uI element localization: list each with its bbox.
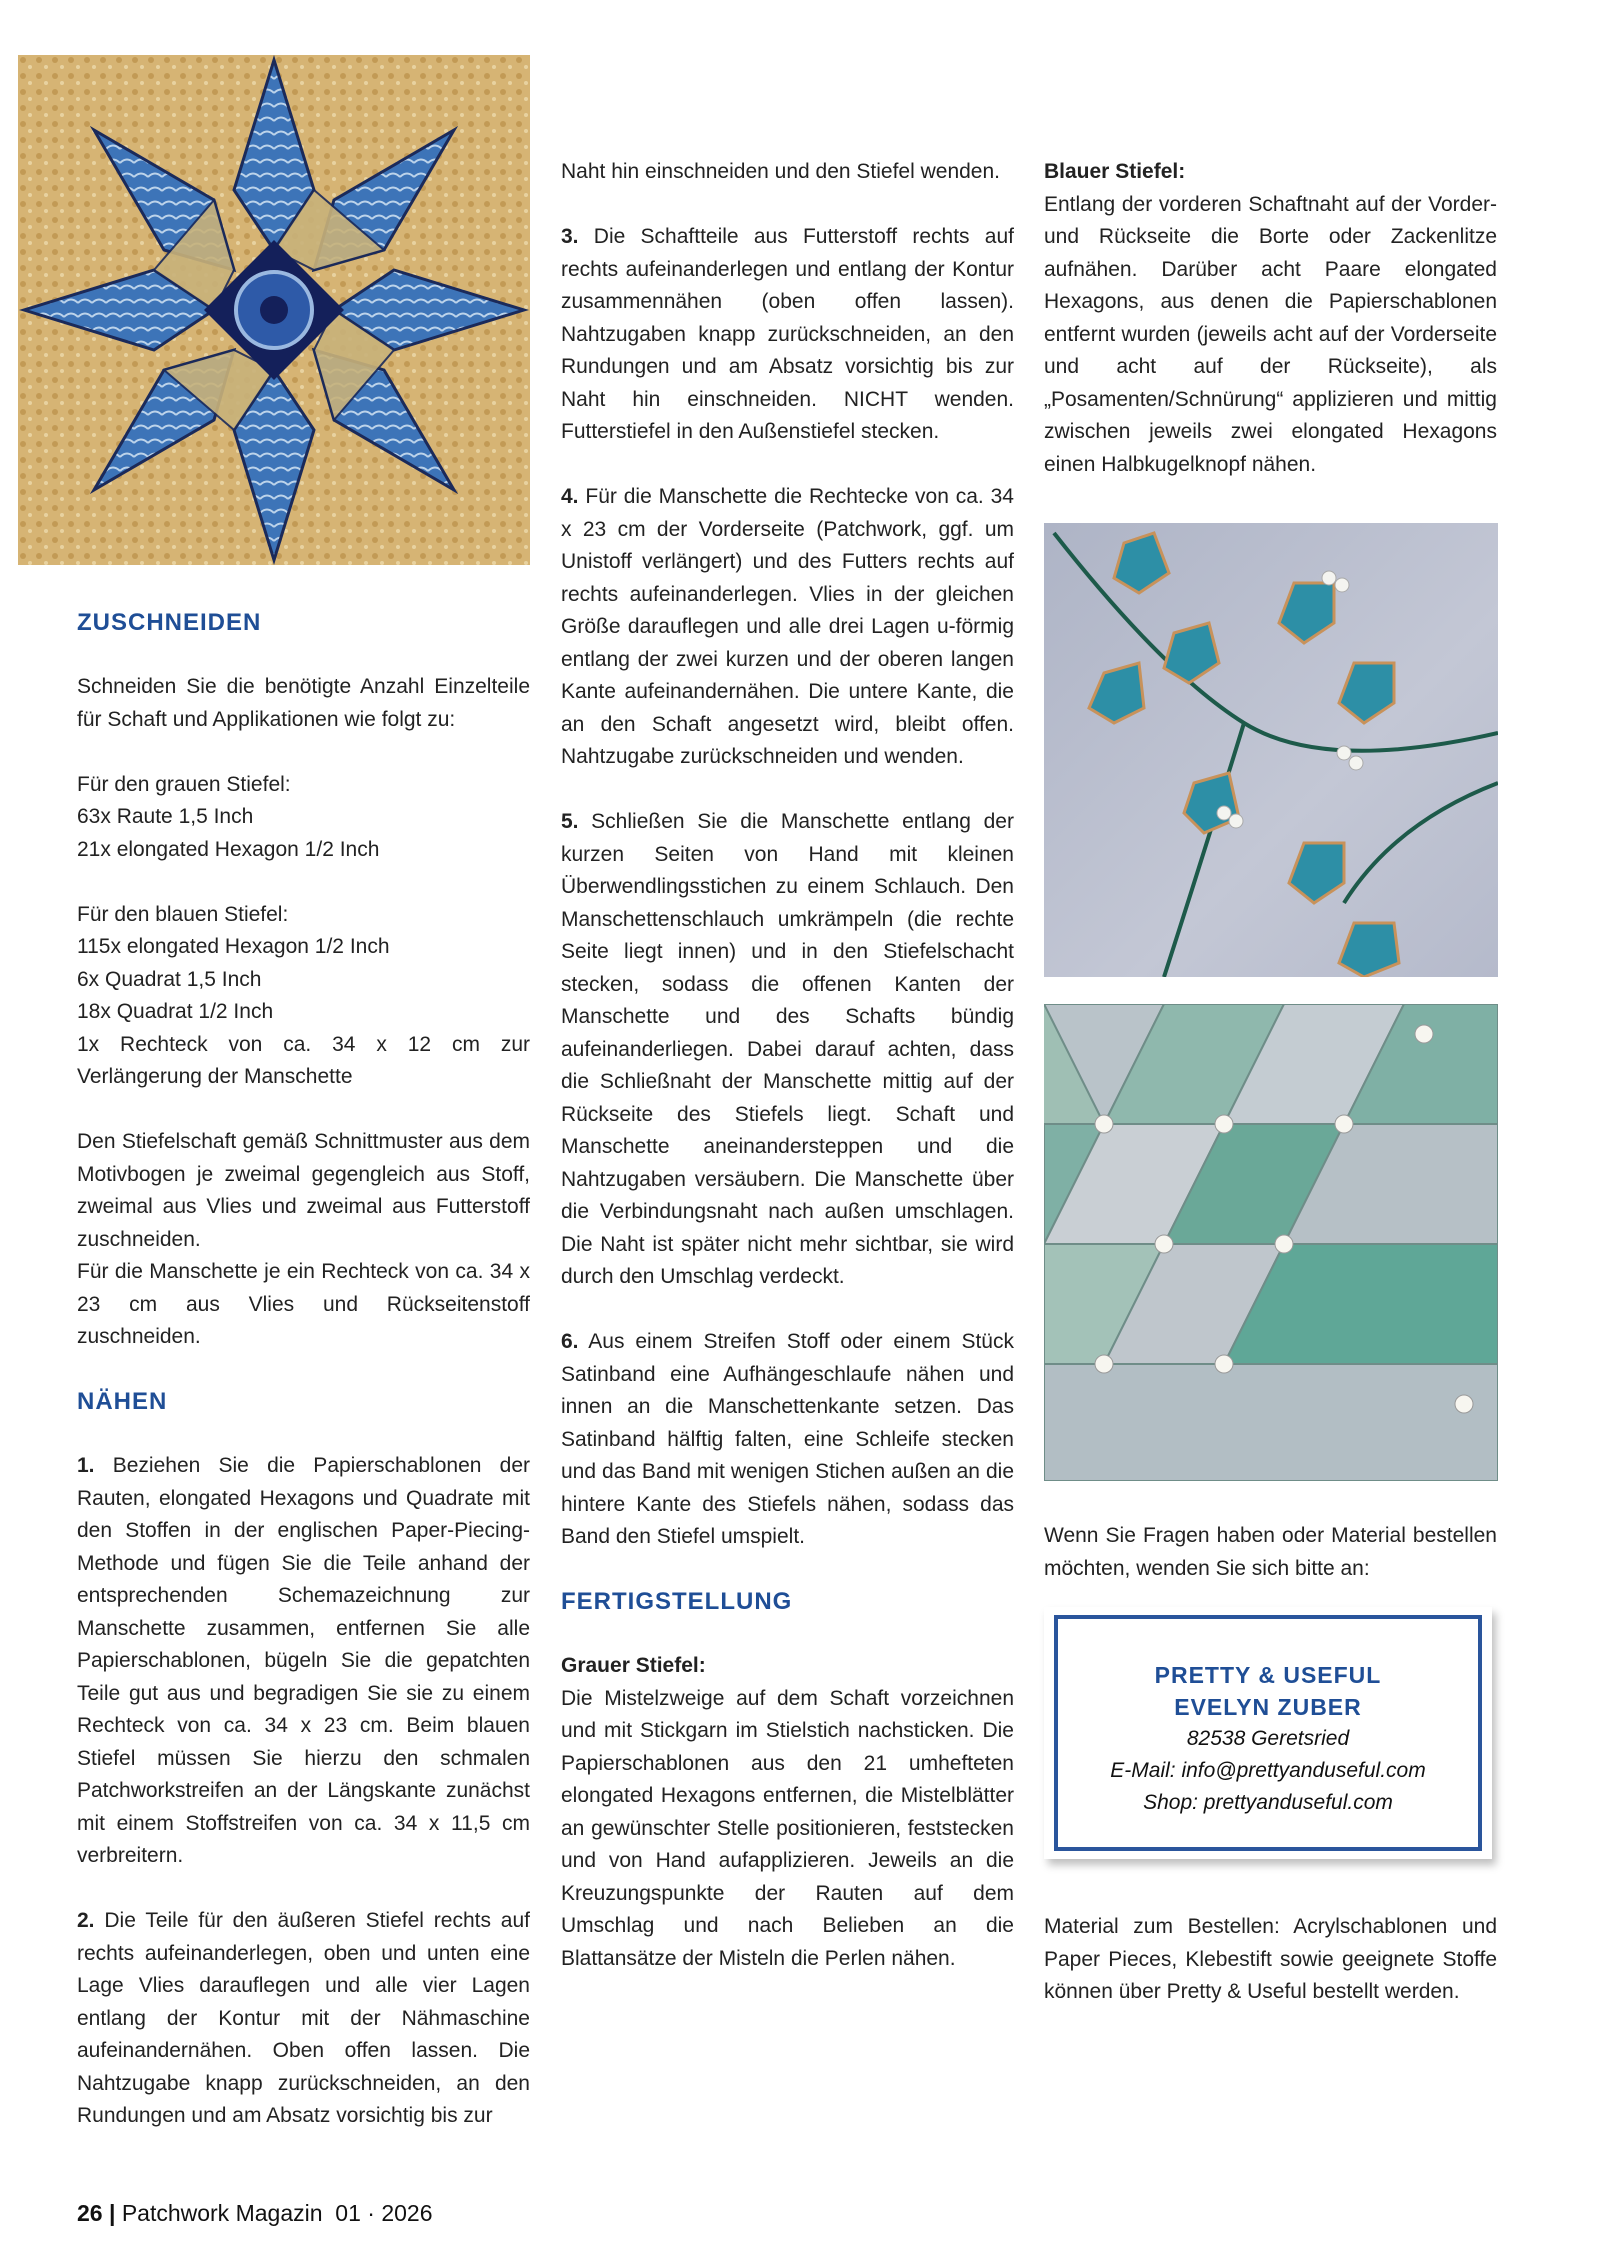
step-5 <box>561 806 1014 1294</box>
contact-email[interactable]: E-Mail: info@prettyanduseful.com <box>1110 1759 1426 1782</box>
blue-list-item: 1x Rechteck von ca. 34 x 12 cm zur Verlängerung der Manschette <box>77 1032 530 1088</box>
blue-list-item: 6x Quadrat 1,5 Inch <box>77 967 262 991</box>
page-number: 26 <box>77 2200 103 2226</box>
step-2 <box>77 1905 530 2133</box>
blue-boot-title: Blauer Stiefel: <box>1044 160 1186 183</box>
heading-naehen: NÄHEN <box>77 1388 168 1415</box>
grey-list-title: Für den grauen Stiefel: <box>77 772 291 796</box>
step-6 <box>561 1326 1014 1554</box>
cuff-text: Für die Manschette je ein Rechteck von ca. 34 x 23 cm aus Vlies und Rückseitenstoff zuschneiden. <box>77 1260 530 1348</box>
blue-boot-text: Entlang der vorderen Schaftnaht auf der Vorder- und Rückseite die Borte oder Zackenlitze aufnähen. Darüber acht Paare elongated Hexagons, aus denen die Papierschablonen entfernt wurden (jeweils acht auf der Vorderseite und acht auf der Rückseite), als „Posamenten/Schnürung“ applizieren und mittig zwischen jeweils zwei elongated Hexagons einen Halbkugelknopf nähen. <box>1044 192 1497 476</box>
grey-boot-list <box>77 769 530 867</box>
grey-boot-text: Die Mistelzweige auf dem Schaft vorzeichnen und mit Stickgarn im Stielstich nachsticken. Die Papierschablonen aus den 21 umhefteten elongated Hexagons entfernen, die Mistelblätter an gewünschter Stelle positionieren, feststecken und von Hand aufapplizieren. Jeweils an die Kreuzungspunkte der Rauten auf dem Umschlag und nach Belieben an die Blattansätze der Misteln die Perlen nähen. <box>561 1686 1014 1970</box>
heading-zuschneiden: ZUSCHNEIDEN <box>77 609 262 636</box>
grey-boot-title: Grauer Stiefel: <box>561 1654 706 1677</box>
step-text: Die Teile für den äußeren Stiefel rechts auf rechts aufeinanderlegen, oben und unten eine Lage Vlies darauflegen und alle vier Lagen entlang der Kontur mit der Nähmaschine aufeinandernähen. Oben offen lassen. Die Nahtzugabe knapp zurückschneiden, an den Rundungen und am Absatz vorsichtig bis zur <box>77 1909 530 2127</box>
column-3-material <box>1044 1911 1497 2009</box>
cut-intro: Schneiden Sie die benötigte Anzahl Einzelteile für Schaft und Applikationen wie folgt zu: <box>77 675 530 731</box>
shaft-text: Den Stiefelschaft gemäß Schnittmuster aus dem Motivbogen je zweimal gegengleich aus Stoff, zweimal aus Vlies und zweimal aus Futterstoff zuschneiden. <box>77 1130 530 1251</box>
step-number: 3. <box>561 225 579 248</box>
step-number: 6. <box>561 1330 579 1353</box>
grey-list-item: 21x elongated Hexagon 1/2 Inch <box>77 837 380 861</box>
footer-separator: | <box>108 2200 116 2226</box>
step-2-continued: Naht hin einschneiden und den Stiefel wenden. <box>561 160 1000 183</box>
contact-city: 82538 Geretsried <box>1186 1727 1350 1750</box>
step-number: 1. <box>77 1454 95 1477</box>
grey-list-item: 63x Raute 1,5 Inch <box>77 805 254 828</box>
column-3-contact-intro <box>1044 1520 1497 1585</box>
step-number: 4. <box>561 485 579 508</box>
contact-intro: Wenn Sie Fragen haben oder Material bestellen möchten, wenden Sie sich bitte an: <box>1044 1524 1497 1580</box>
magazine-name: Patchwork Magazin <box>121 2200 323 2226</box>
blue-list-title: Für den blauen Stiefel: <box>77 902 289 926</box>
blue-list-item: 115x elongated Hexagon 1/2 Inch <box>77 935 390 958</box>
step-3 <box>561 221 1014 449</box>
step-text: Beziehen Sie die Papierschablonen der Rauten, elongated Hexagons und Quadrate mit den Stoffen in der englischen Paper-Piecing-Methode und fügen Sie die Teile anhand der entsprechenden Schemazeichnung zur Manschette zusammen, entfernen Sie alle Papierschablonen, bügeln Sie die gepatchten Teile gut aus und begradigen Sie sie zu einem Rechteck von ca. 34 x 23 cm. Beim blauen Stiefel müssen Sie hierzu den schmalen Patchworkstreifen an der Längskante zunächst mit einem Stoffstreifen von ca. 34 x 11,5 cm verbreitern. <box>77 1454 530 1867</box>
heading-fertigstellung: FERTIGSTELLUNG <box>561 1588 793 1615</box>
column-1 <box>77 607 530 2133</box>
step-1 <box>77 1450 530 1873</box>
step-4 <box>561 481 1014 774</box>
page-footer <box>77 2200 433 2227</box>
step-text: Die Schaftteile aus Futterstoff rechts auf rechts aufeinanderlegen und entlang der Kontur zusammennähen (oben offen lassen). Nahtzugaben knapp zurückschneiden, an den Rundungen und am Absatz vorsichtig bis zur Naht hin einschneiden. NICHT wenden. Futterstiefel in den Außenstiefel stecken. <box>561 225 1014 443</box>
contact-company: PRETTY & USEFUL <box>1154 1662 1382 1688</box>
step-text: Schließen Sie die Manschette entlang der kurzen Seiten von Hand mit kleinen Überwendlingsstichen zu einem Schlauch. Den Manschettenschlauch umkrämpeln (die rechte Seite liegt innen) und in den Stiefelschacht stecken, sodass die offenen Kanten der Manschette und des Schafts bündig aufeinanderliegen. Dabei darauf achten, dass die Schließnaht der Manschette mittig auf der Rückseite des Stiefels liegt. Schaft und Manschette aneinandersteppen und die Nahtzugaben versäubern. Die Manschette über die Verbindungsnaht nach außen umschlagen. Die Naht ist später nicht mehr sichtbar, sie wird durch den Umschlag verdeckt. <box>561 810 1014 1288</box>
step-number: 2. <box>77 1909 95 1932</box>
blue-list-item: 18x Quadrat 1/2 Inch <box>77 1000 274 1023</box>
quilt-star-photo <box>18 55 530 565</box>
patchwork-cuff-photo <box>1044 1004 1498 1481</box>
material-text: Material zum Bestellen: Acrylschablonen und Paper Pieces, Klebestift sowie geeignete Stoffe können über Pretty & Useful bestellt werden. <box>1044 1915 1497 2003</box>
column-3-top <box>1044 156 1497 481</box>
contact-box <box>1044 1607 1492 1859</box>
step-text: Für die Manschette die Rechtecke von ca. 34 x 23 cm der Vorderseite (Patchwork, ggf. um Unistoff verlängert) und des Futters rechts auf rechts aufeinanderlegen. Vlies in der gleichen Größe darauflegen und alle drei Lagen u-förmig entlang der zwei kurzen und der oberen langen Kante aufeinandernähen. Die untere Kante, die an den Schaft angesetzt wird, bleibt offen. Nahtzugabe zurückschneiden und wenden. <box>561 485 1014 768</box>
contact-name: EVELYN ZUBER <box>1174 1694 1362 1720</box>
step-text: Aus einem Streifen Stoff oder einem Stück Satinband eine Aufhängeschlaufe nähen und innen an die Manschettenkante setzen. Das Satinband hälftig falten, eine Schleife stecken und das Band mit wenigen Stichen außen an die hintere Kante des Stiefels nähen, sodass das Band den Stiefel umspielt. <box>561 1330 1014 1548</box>
contact-shop[interactable]: Shop: prettyanduseful.com <box>1143 1791 1393 1814</box>
issue: 01 · 2026 <box>335 2200 433 2226</box>
step-number: 5. <box>561 810 579 833</box>
column-2 <box>561 156 1014 1975</box>
mistletoe-embroidery-photo <box>1044 523 1498 977</box>
blue-boot-list <box>77 899 530 1094</box>
